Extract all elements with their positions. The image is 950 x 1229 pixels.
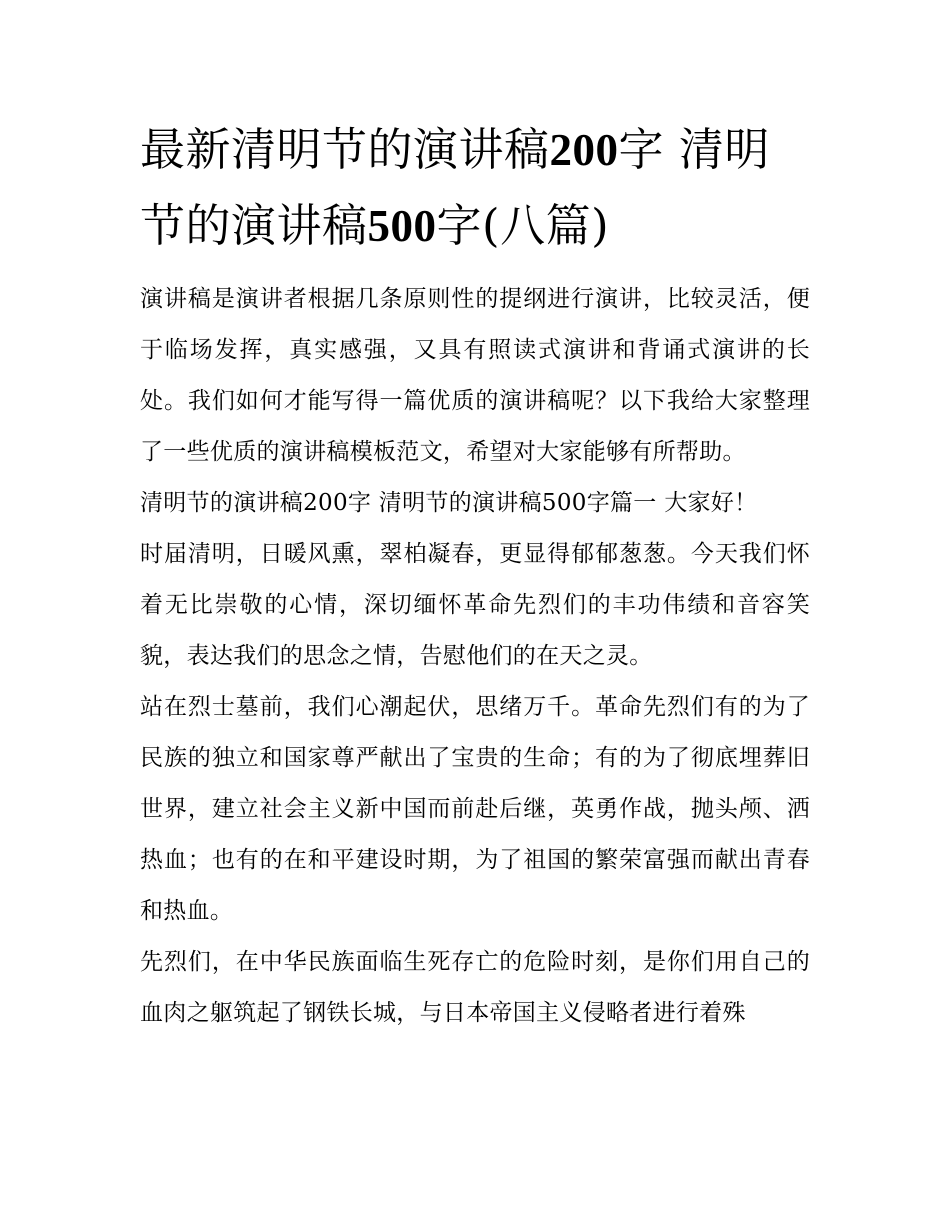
document-title: 最新清明节的演讲稿200字 清明节的演讲稿500字(八篇) [140, 123, 770, 252]
paragraph-section-heading: 清明节的演讲稿200字 清明节的演讲稿500字篇一 大家好！ [140, 490, 758, 516]
paragraph-qingming: 时届清明，日暖风熏，翠柏凝春，更显得郁郁葱葱。今天我们怀着无比崇敬的心情，深切缅怀革命先烈们的丰功伟绩和音容笑貌，表达我们的思念之情，告慰他们的在天之灵。 [140, 541, 810, 669]
paragraph-ancestors: 先烈们，在中华民族面临生死存亡的危险时刻，是你们用自己的血肉之躯筑起了钢铁长城，与日本帝国主义侵略者进行着殊 [140, 949, 810, 1026]
paragraph-intro: 演讲稿是演讲者根据几条原则性的提纲进行演讲，比较灵活，便于临场发挥，真实感强，又具有照读式演讲和背诵式演讲的长处。我们如何才能写得一篇优质的演讲稿呢？以下我给大家整理了一些优质的演讲稿模板范文，希望对大家能够有所帮助。 [140, 286, 810, 465]
paragraph-martyrs: 站在烈士墓前，我们心潮起伏，思绪万千。革命先烈们有的为了民族的独立和国家尊严献出了宝贵的生命；有的为了彻底埋葬旧世界，建立社会主义新中国而前赴后继，英勇作战，抛头颅、洒热血；也有的在和平建设时期，为了祖国的繁荣富强而献出青春和热血。 [140, 694, 810, 924]
